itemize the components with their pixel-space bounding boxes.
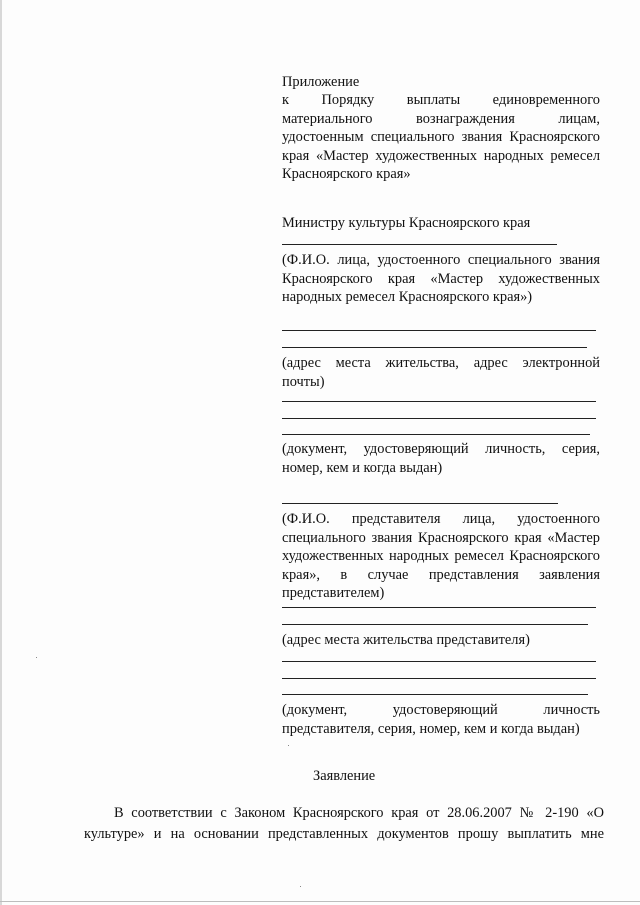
representative-name-fill-line xyxy=(282,503,558,504)
addressee-line: Министру культуры Красноярского края xyxy=(282,215,531,231)
appendix-title: Приложение xyxy=(282,74,360,90)
representative-name-caption: (Ф.И.О. представителя лица, удостоенного специального звания Красноярского края «Мастер художественных народных ремесел Красноярского края», в случае представления заявления представителем) xyxy=(282,511,600,601)
scan-speck xyxy=(36,657,37,658)
applicant-name-caption: (Ф.И.О. лица, удостоенного специального звания Красноярского края «Мастер художественных народных ремесел Красноярского края») xyxy=(282,252,600,305)
representative-document-caption: (документ, удостоверяющий личность представителя, серия, номер, кем и когда выдан) xyxy=(282,702,600,737)
representative-address-fill-line-3 xyxy=(282,678,596,679)
applicant-address-fill-line-3 xyxy=(282,418,596,419)
applicant-document-caption: (документ, удостоверяющий личность, серия, номер, кем и когда выдан) xyxy=(282,441,600,476)
applicant-address-caption: (адрес места жительства, адрес электронной почты) xyxy=(282,355,600,390)
applicant-name-fill-line xyxy=(282,244,557,245)
representative-document-fill-line xyxy=(282,694,588,695)
representative-address-caption: (адрес места жительства представителя) xyxy=(282,632,530,648)
applicant-address-fill-line xyxy=(282,347,587,348)
representative-address-fill-line xyxy=(282,624,588,625)
scan-speck xyxy=(288,745,289,746)
statement-body: В соответствии с Законом Красноярского края от 28.06.2007 № 2-190 «О культуре» и на основании представленных документов прошу выплатить мне xyxy=(84,805,604,842)
scan-edge-bottom xyxy=(0,901,640,902)
scan-speck xyxy=(300,886,301,887)
scan-edge-left xyxy=(0,0,2,905)
statement-title: Заявление xyxy=(313,768,376,784)
appendix-body: к Порядку выплаты единовременного материального вознаграждения лицам, удостоенным специального звания Красноярского края «Мастер художественных народных ремесел Красноярского края» xyxy=(282,92,600,182)
applicant-address-fill-line-2 xyxy=(282,401,596,402)
representative-name-fill-line-2 xyxy=(282,607,596,608)
applicant-name-fill-line-2 xyxy=(282,330,596,331)
representative-address-fill-line-2 xyxy=(282,661,596,662)
applicant-document-fill-line xyxy=(282,434,590,435)
